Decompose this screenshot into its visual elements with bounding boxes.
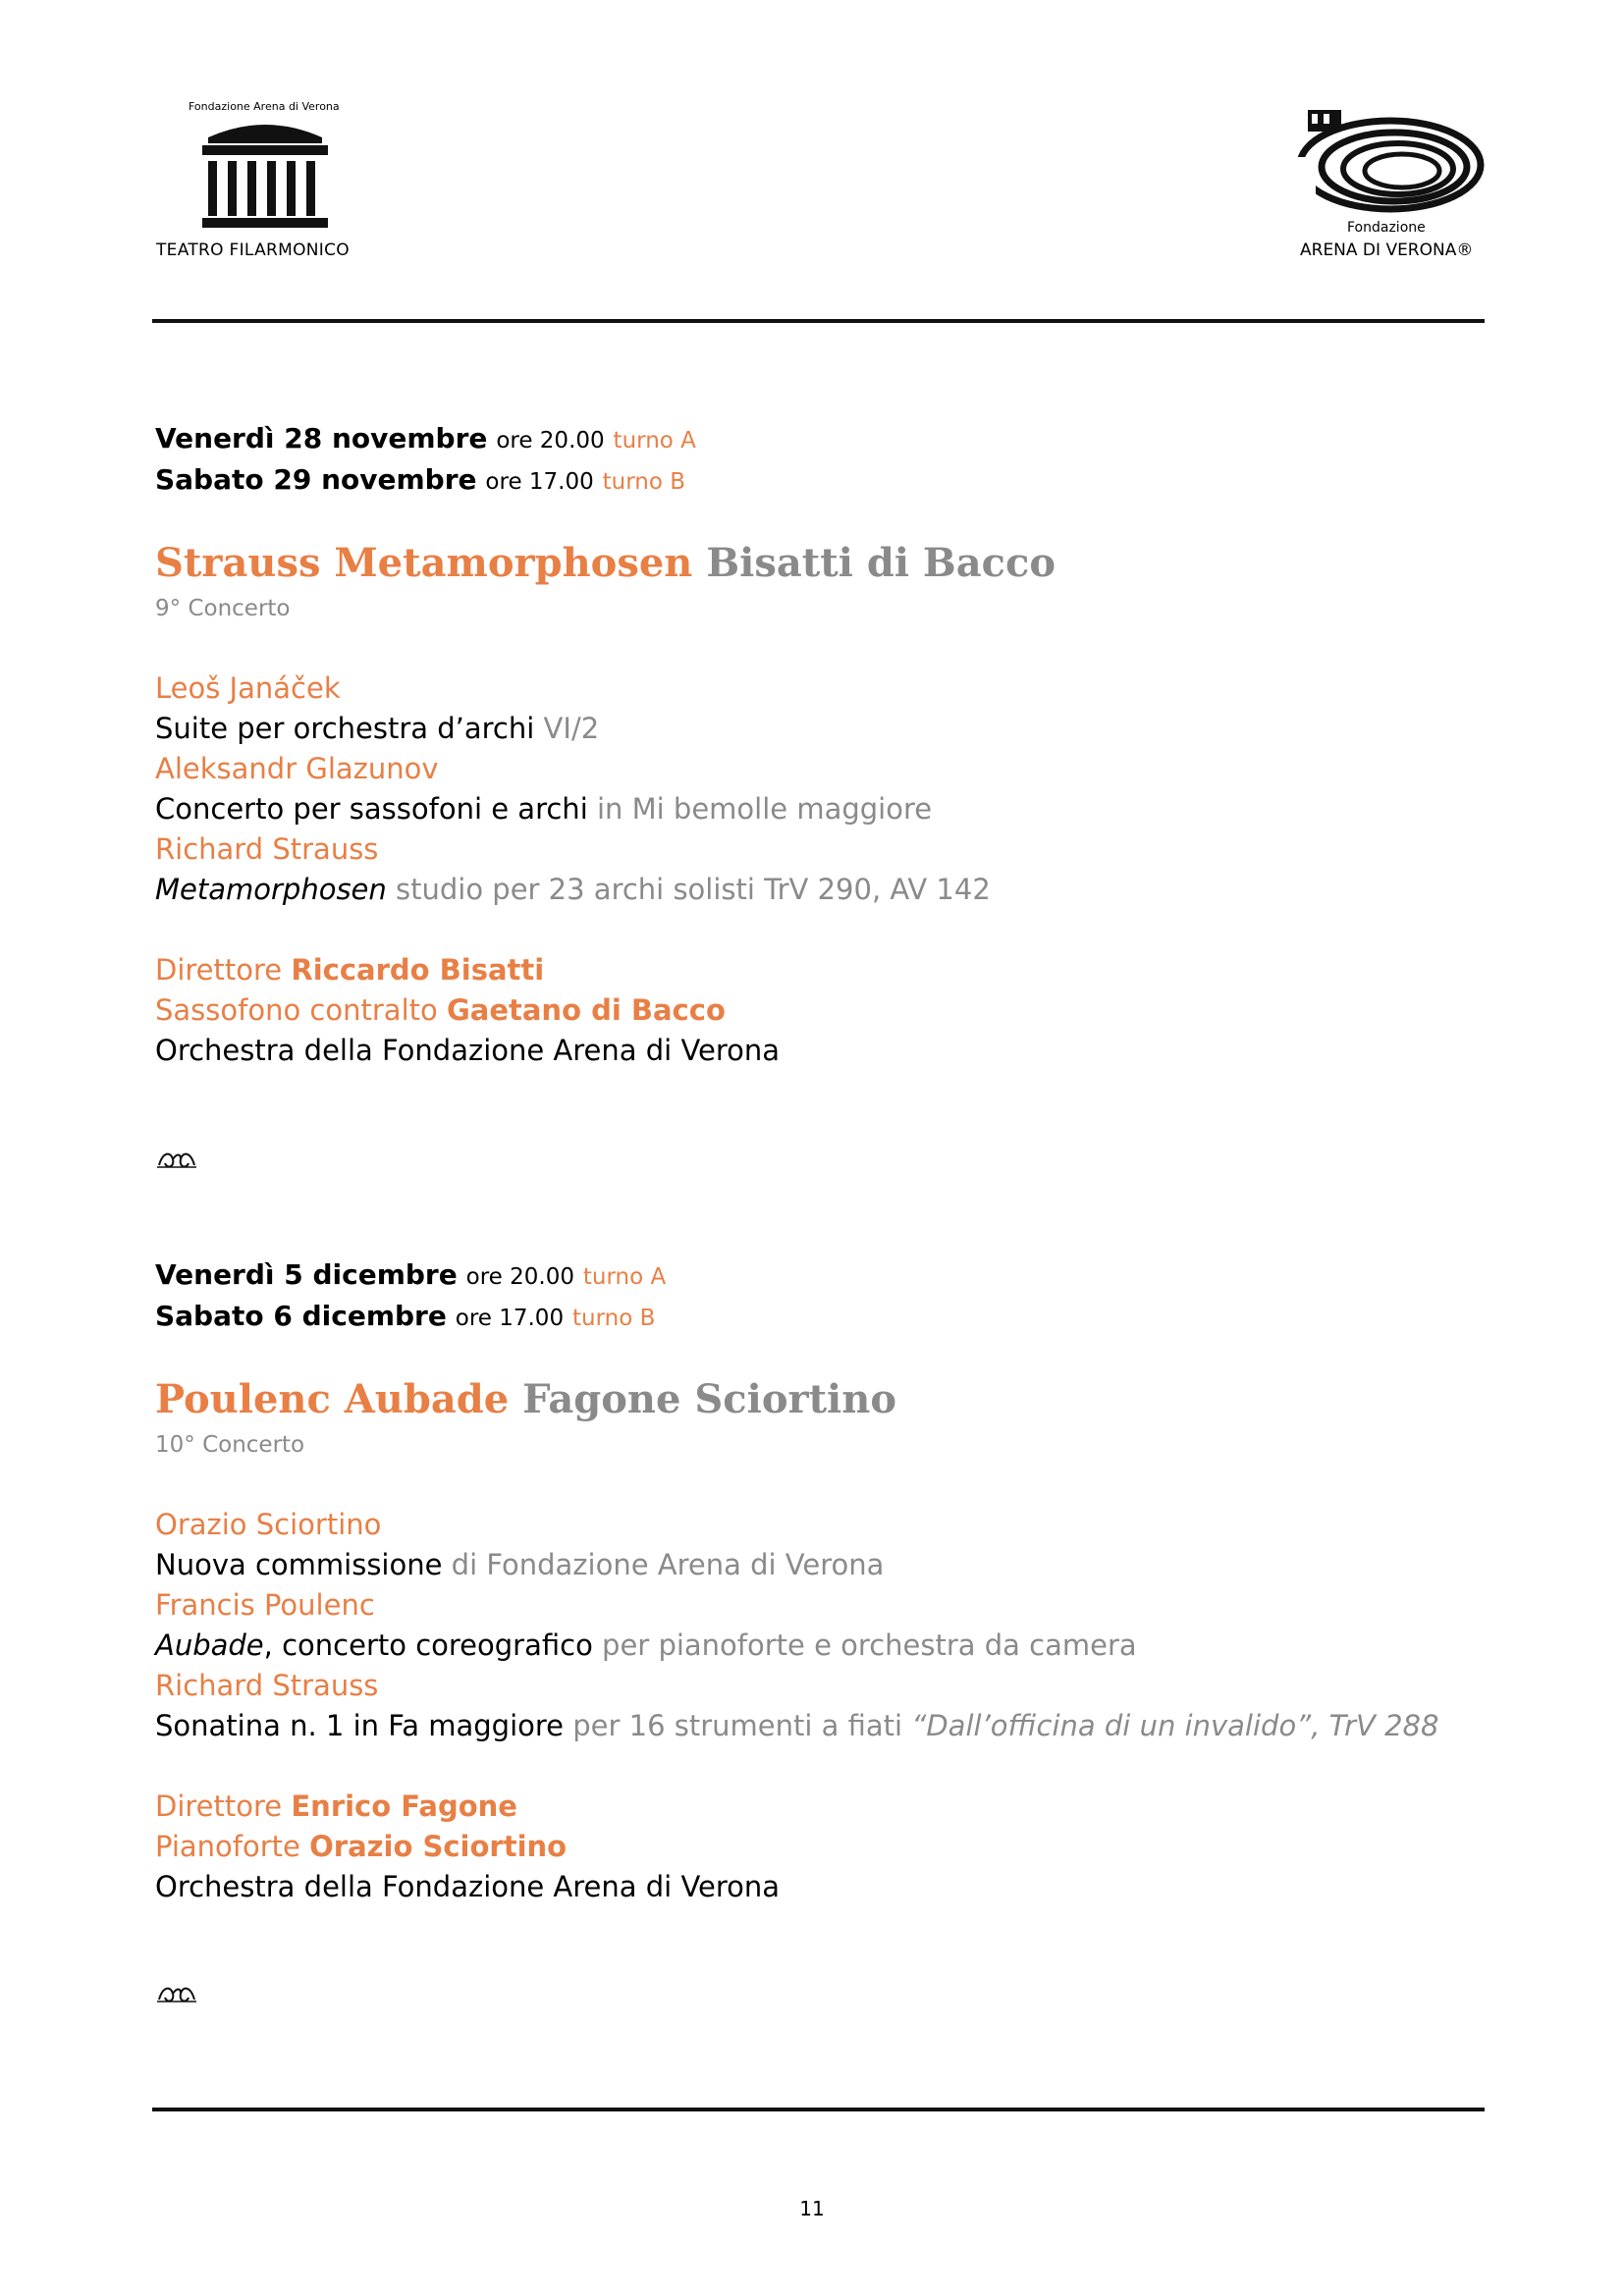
performer-name: Orazio Sciortino [309, 1830, 568, 1863]
concert1-number: 9° Concerto [155, 596, 291, 621]
role-label: Sassofono contralto [155, 993, 438, 1027]
title-artists: Fagone Sciortino [522, 1376, 896, 1422]
theatre-logo-icon [147, 98, 383, 236]
performer-name: Gaetano di Bacco [446, 993, 726, 1027]
concert1-date1 [155, 422, 696, 454]
flourish-icon [155, 1144, 198, 1181]
role-label: Pianoforte [155, 1830, 300, 1863]
date-turn: turno A [582, 1264, 667, 1290]
logo-small-text: Fondazione Arena di Verona [189, 100, 340, 113]
teatro-filarmonico-logo [147, 98, 383, 265]
concert2-work2 [155, 1629, 1137, 1662]
title-artists: Bisatti di Bacco [706, 540, 1056, 586]
logo-arena-text: ARENA DI VERONA® [1300, 240, 1474, 260]
concert2-composer3: Richard Strauss [155, 1669, 379, 1702]
date-time: ore 17.00 [455, 1306, 565, 1331]
date-time: ore 20.00 [496, 428, 605, 454]
flourish-icon [155, 1978, 198, 2015]
concert1-conductor [155, 953, 544, 987]
concert1-work3 [155, 873, 991, 906]
concert2-work1 [155, 1548, 884, 1581]
concert1-composer3: Richard Strauss [155, 832, 379, 866]
concert1-composer1: Leoš Janáček [155, 671, 341, 705]
concert2-date1 [155, 1258, 666, 1291]
work-title-italic: Aubade [155, 1629, 264, 1662]
work-title: Nuova commissione [155, 1548, 443, 1581]
date-turn: turno B [602, 469, 686, 495]
concert2-composer1: Orazio Sciortino [155, 1508, 382, 1541]
header-rule [152, 319, 1485, 323]
logo-fondazione-text: Fondazione [1347, 220, 1426, 236]
concert2-conductor [155, 1789, 517, 1823]
concert2-orchestra: Orchestra della Fondazione Arena di Verona [155, 1870, 781, 1903]
concert1-date2 [155, 463, 685, 496]
role-label: Direttore [155, 1789, 283, 1823]
concert2-work3 [155, 1709, 1438, 1742]
concert2-title [155, 1376, 896, 1422]
concert1-soloist [155, 993, 726, 1027]
work-detail: di Fondazione Arena di Verona [451, 1548, 885, 1581]
concert2-date2 [155, 1300, 655, 1332]
date-turn: turno B [571, 1306, 656, 1331]
work-detail: studio per 23 archi solisti TrV 290, AV 142 [396, 873, 991, 906]
work-detail: per 16 strumenti a fiati [572, 1709, 903, 1742]
title-main: Strauss Metamorphosen [155, 540, 693, 586]
performer-name: Enrico Fagone [291, 1789, 517, 1823]
concert1-composer2: Aleksandr Glazunov [155, 752, 439, 785]
work-title: , concerto coreografico [263, 1629, 593, 1662]
work-subtitle: “Dall’officina di un invalido”, TrV 288 [911, 1709, 1439, 1742]
work-detail: VI/2 [543, 712, 600, 745]
work-title: Sonatina n. 1 in Fa maggiore [155, 1709, 565, 1742]
arena-di-verona-logo [1286, 98, 1492, 265]
concert1-work2 [155, 792, 932, 826]
date-day: Venerdì 28 novembre [155, 422, 488, 454]
role-label: Direttore [155, 953, 283, 987]
arena-logo-icon [1286, 98, 1492, 216]
concert2-composer2: Francis Poulenc [155, 1588, 375, 1622]
date-time: ore 17.00 [485, 469, 594, 495]
concert1-work1 [155, 712, 599, 745]
concert2-soloist [155, 1830, 567, 1863]
work-detail: in Mi bemolle maggiore [596, 792, 933, 826]
work-title: Suite per orchestra d’archi [155, 712, 535, 745]
date-day: Venerdì 5 dicembre [155, 1258, 458, 1291]
performer-name: Riccardo Bisatti [291, 953, 545, 987]
date-day: Sabato 29 novembre [155, 463, 477, 496]
date-turn: turno A [613, 428, 696, 454]
work-title: Metamorphosen [155, 873, 387, 906]
page-number: 11 [799, 2197, 825, 2220]
concert1-orchestra: Orchestra della Fondazione Arena di Verona [155, 1034, 781, 1067]
logo-name-text: TEATRO FILARMONICO [156, 240, 350, 260]
date-time: ore 20.00 [465, 1264, 574, 1290]
footer-rule [152, 2108, 1485, 2111]
concert2-number: 10° Concerto [155, 1432, 305, 1458]
work-title: Concerto per sassofoni e archi [155, 792, 588, 826]
concert1-title [155, 540, 1056, 586]
date-day: Sabato 6 dicembre [155, 1300, 447, 1332]
work-detail: per pianoforte e orchestra da camera [602, 1629, 1137, 1662]
title-main: Poulenc Aubade [155, 1376, 510, 1422]
